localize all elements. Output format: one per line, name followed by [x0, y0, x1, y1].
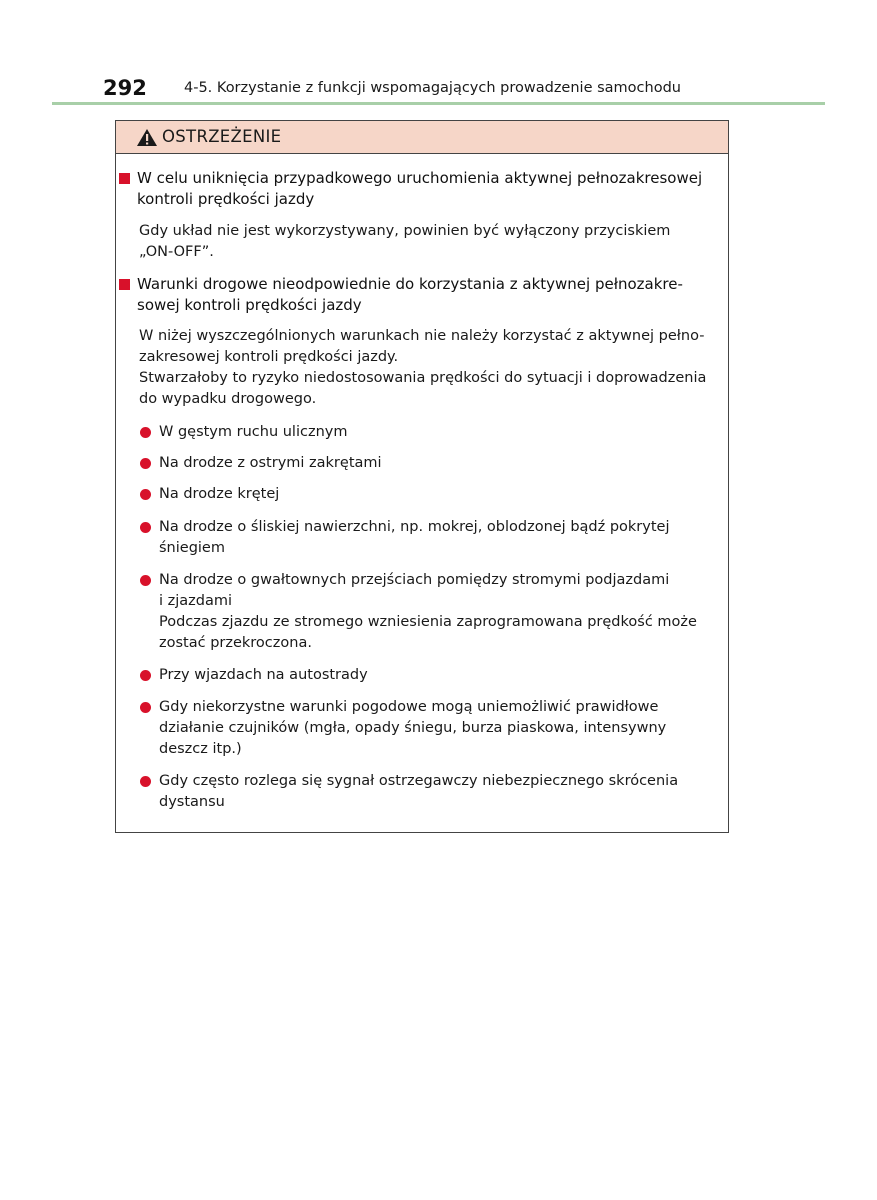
- list-item: [159, 771, 715, 813]
- section-title: 4-5. Korzystanie z funkcji wspomagających prowadzenie samochodu: [184, 80, 681, 96]
- paragraph-switch-off: [139, 221, 715, 263]
- sub-heading-line: kontroli prędkości jazdy: [137, 190, 315, 208]
- sub-heading-accidental-activation: [137, 168, 718, 210]
- red-bullet-marker: [140, 489, 151, 500]
- list-item-line: Na drodze o śliskiej nawierzchni, np. mokrej, oblodzonej bądź pokrytej: [159, 519, 670, 535]
- list-item: [159, 484, 715, 505]
- red-square-marker: [119, 279, 130, 290]
- list-item-line: Gdy niekorzystne warunki pogodowe mogą uniemożliwić prawidłowe: [159, 699, 659, 715]
- list-item-line: i zjazdami: [159, 593, 233, 609]
- header-rule: [52, 102, 825, 105]
- list-item-line: śniegiem: [159, 540, 225, 556]
- list-item-line: Podczas zjazdu ze stromego wzniesienia zaprogramowana prędkość może: [159, 614, 697, 630]
- sub-heading-line: sowej kontroli prędkości jazdy: [137, 296, 362, 314]
- paragraph-line: Gdy układ nie jest wykorzystywany, powinien być wyłączony przyciskiem: [139, 223, 671, 239]
- list-item: [159, 570, 715, 654]
- list-item-line: deszcz itp.): [159, 741, 242, 757]
- paragraph-line: zakresowej kontroli prędkości jazdy.: [139, 349, 399, 365]
- warning-title: OSTRZEŻENIE: [162, 127, 282, 146]
- list-item-line: Gdy często rozlega się sygnał ostrzegawczy niebezpiecznego skrócenia: [159, 773, 679, 789]
- paragraph-line: W niżej wyszczególnionych warunkach nie należy korzystać z aktywnej pełno-: [139, 328, 705, 344]
- red-bullet-marker: [140, 458, 151, 469]
- list-item: [159, 697, 715, 760]
- red-bullet-marker: [140, 670, 151, 681]
- list-item-line: dystansu: [159, 794, 225, 810]
- red-bullet-marker: [140, 522, 151, 533]
- paragraph-unsuitable-conditions: [139, 326, 715, 410]
- paragraph-line: do wypadku drogowego.: [139, 391, 317, 407]
- list-item: [159, 517, 715, 559]
- list-item-line: Na drodze z ostrymi zakrętami: [159, 455, 382, 471]
- list-item-line: działanie czujników (mgła, opady śniegu, burza piaskowa, intensywny: [159, 720, 667, 736]
- warning-triangle-icon: [136, 128, 158, 147]
- page-header: [103, 74, 803, 102]
- list-item-line: Na drodze krętej: [159, 486, 280, 502]
- red-square-marker: [119, 173, 130, 184]
- red-bullet-marker: [140, 575, 151, 586]
- warning-box: [115, 120, 729, 833]
- paragraph-line: „ON-OFF”.: [139, 244, 214, 260]
- sub-heading-unsuitable-conditions: [137, 274, 718, 316]
- list-item-line: W gęstym ruchu ulicznym: [159, 424, 348, 440]
- sub-heading-line: W celu uniknięcia przypadkowego uruchomienia aktywnej pełnozakresowej: [137, 169, 703, 187]
- list-item: [159, 422, 715, 443]
- list-item-line: Przy wjazdach na autostrady: [159, 667, 368, 683]
- red-bullet-marker: [140, 427, 151, 438]
- sub-heading-line: Warunki drogowe nieodpowiednie do korzystania z aktywnej pełnozakre-: [137, 275, 683, 293]
- list-item: [159, 453, 715, 474]
- paragraph-line: Stwarzałoby to ryzyko niedostosowania prędkości do sytuacji i doprowadzenia: [139, 370, 707, 386]
- list-item-line: zostać przekroczona.: [159, 635, 312, 651]
- warning-header: [116, 121, 728, 154]
- list-item: [159, 665, 715, 686]
- page-number: 292: [103, 76, 147, 100]
- red-bullet-marker: [140, 702, 151, 713]
- list-item-line: Na drodze o gwałtownych przejściach pomiędzy stromymi podjazdami: [159, 572, 670, 588]
- red-bullet-marker: [140, 776, 151, 787]
